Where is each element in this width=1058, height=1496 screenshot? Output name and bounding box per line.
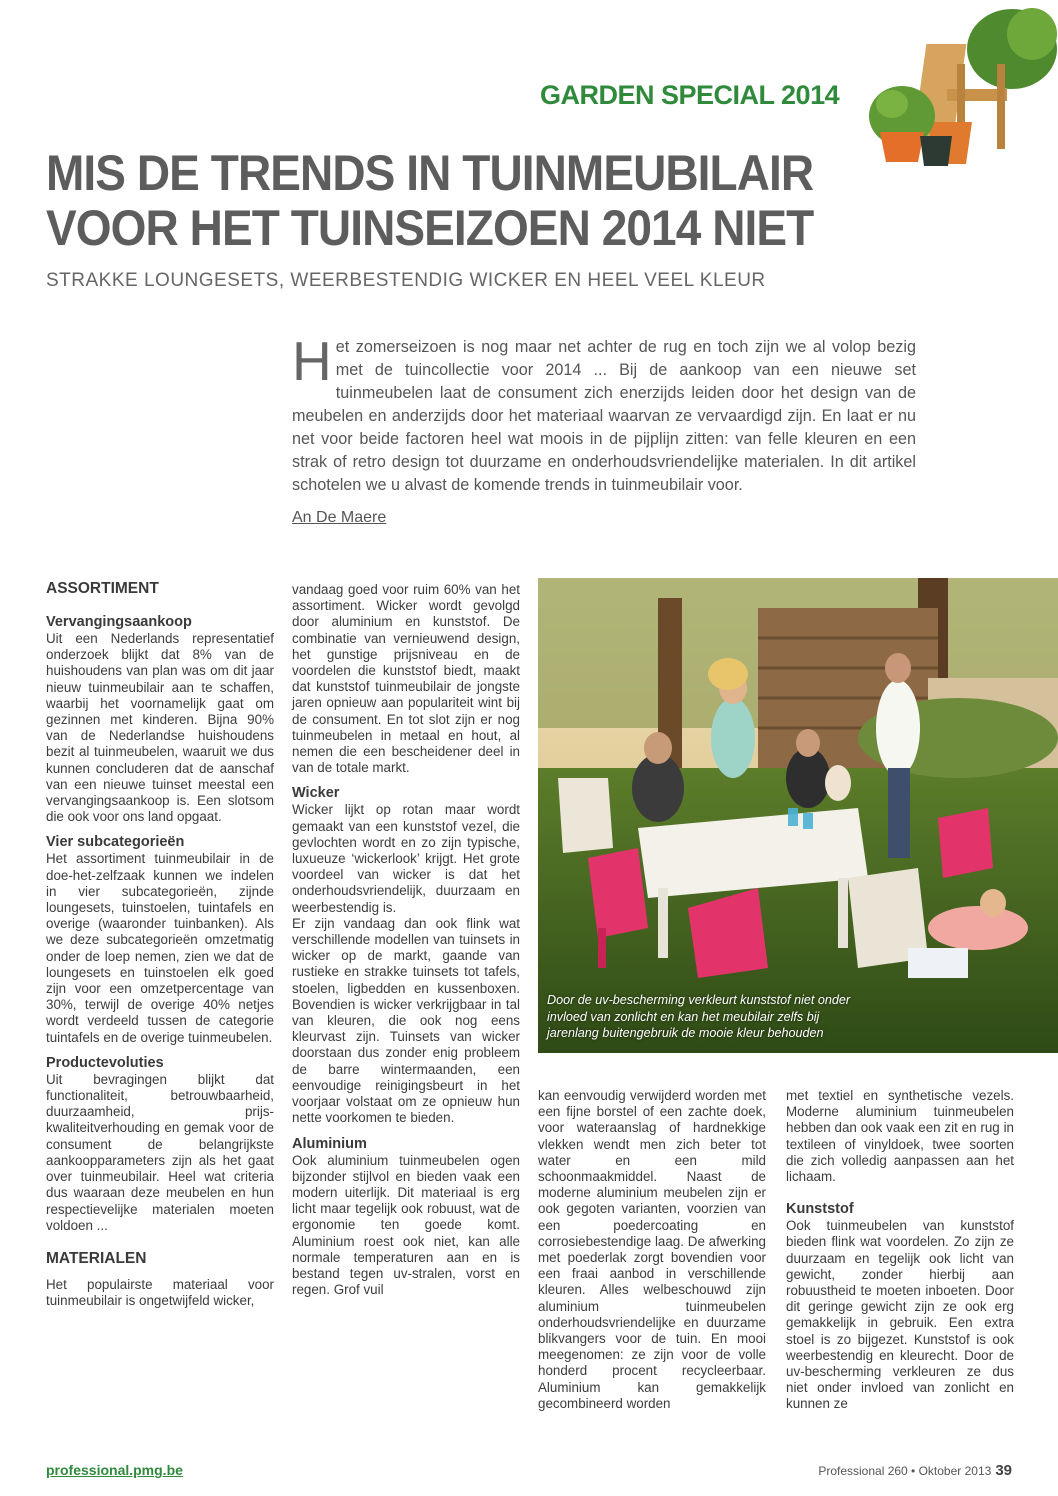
drop-cap: H xyxy=(292,330,332,392)
paragraph-kunststof: Ook tuinmeubelen van kunststof bieden flink wat voordelen. Zo zijn ze duurzaam en tegelijk ook licht van gewicht, zonder hierbij aan robuustheid te moeten inboeten. Door dit geringe gewicht zijn ze ook erg gemakkelijk in gebruik. Een extra stoel is zo bijgezet. Kunststof is ook weerbestendig en kleurecht. Door de uv-bescherming verkleuren ze dus niet onder invloed van zonlicht en kunnen ze xyxy=(786,1218,1014,1412)
subheading-wicker: Wicker xyxy=(292,785,340,802)
subheading-kunststof: Kunststof xyxy=(786,1201,854,1218)
section-title-assortiment: ASSORTIMENT xyxy=(46,580,159,597)
paragraph-productevoluties: Uit bevragingen blijkt dat functionaliteit, betrouwbaarheid, duurzaamheid, prijs-kwaliteitverhouding en gemak voor de consument de belangrijkste aankoopparameters zijn als het gaat over tuinmeubilair. Heel wat criteria dus waaraan deze meubelen en hun respectievelijke materialen moeten voldoen ... xyxy=(46,1071,274,1233)
page-number: 39 xyxy=(995,1462,1012,1479)
page-footer xyxy=(790,1462,1012,1479)
headline-line-2: VOOR HET TUINSEIZOEN 2014 NIET xyxy=(46,200,814,256)
subheading-vervangingsaankoop: Vervangingsaankoop xyxy=(46,614,192,630)
subheading-productevoluties: Productevoluties xyxy=(46,1054,164,1071)
paragraph-materialen-cont: vandaag goed voor ruim 60% van het assortiment. Wicker wordt gevolgd door aluminium en kunststof. De combinatie van vernieuwend design, het gunstige prijsniveau en de voordelen die kunststof biedt, maakt dat kunststof tuinmeubilair de jongste jaren opnieuw aan populariteit wint bij de consument. En tot slot zijn er nog tuinmeubelen in metaal en hout, al nemen die een bescheidener deel in van de totale markt. xyxy=(292,582,520,776)
paragraph-vier-subcategorieen: Het assortiment tuinmeubilair in de doe-het-zelfzaak kunnen we indelen in vier subcategorieën, zijnde loungesets, tuinstoelen, tuintafels en overige (waaronder tuinbanken). Als we deze subcategorieën omzetmatig onder de loep nemen, zien we dat de loungesets en tuinstoelen elk goed zijn voor een omzetpercentage van 30%, terwijl de overige 40% netjes wordt verdeeld tussen de categorie tuintafels en de overige tuinmeubelen. xyxy=(46,851,274,1045)
photo-caption: Door de uv-bescherming verkleurt kunststof niet onder invloed van zonlicht en kan het meubilair zelfs bij jarenlang buitengebruik de mooie kleur behouden xyxy=(547,993,851,1040)
paragraph-materialen: Het populairste materiaal voor tuinmeubilair is ongetwijfeld wicker, xyxy=(46,1276,274,1309)
garden-party-photo xyxy=(538,578,1058,1053)
paragraph-wicker-1: Wicker lijkt op rotan maar wordt gemaakt van een kunststof vezel, die gevlochten wordt en zo zijn typische, luxueuze ‘wickerlook’ krijgt. Het grote voordeel van wicker is dat het onderhoudsvriendelijk, duurzaam en weerbestendig is. xyxy=(292,802,520,915)
paragraph-aluminium-cont: kan eenvoudig verwijderd worden met een fijne borstel of een zachte doek, voor wateraanslag of hardnekkige vlekken wendt men zich beter tot water en een mild schoonmaakmiddel. Naast de moderne aluminium meubelen zijn er ook gegoten varianten, voorzien van een poedercoating en corrosiebestendige laag. De afwerking met poederlak zorgt bovendien voor een fraai aanbod in verschillende kleuren. Alles welbeschouwd zijn aluminium tuinmeubelen onderhoudsvriendelijke en duurzame blikvangers voor de tuin. En mooi meegenomen: ze zijn voor de volle honderd procent recycleerbaar. Aluminium kan gemakkelijk gecombineerd worden xyxy=(538,1088,766,1411)
section-title-materialen: MATERIALEN xyxy=(46,1249,147,1267)
article-column-3 xyxy=(538,1088,766,1412)
intro-paragraph xyxy=(292,330,916,497)
headline-line-1: MIS DE TRENDS IN TUINMEUBILAIR xyxy=(46,145,814,201)
paragraph-aluminium: Ook aluminium tuinmeubelen ogen bijzonder stijlvol en bieden vaak een modern uiterlijk. Dit materiaal is erg licht maar tegelijk ook robuust, wat de ergonomie ten goede komt. Aluminium roest ook niet, kan alle normale temperaturen aan en is bestand tegen uv-stralen, vorst en regen. Grof vuil xyxy=(292,1152,520,1298)
paragraph-aluminium-end: met textiel en synthetische vezels. Moderne aluminium tuinmeubelen hebben dan ook vaak een zit en rug in textileen of vinyldoek, twee soorten die zich volledig aanpassen aan het lichaam. xyxy=(786,1088,1014,1185)
article-column-1 xyxy=(46,580,274,1309)
paragraph-vervangingsaankoop: Uit een Nederlands representatief onderzoek blijkt dat 8% van de huishoudens van plan was om dit jaar nieuw tuinmeubilair aan te schaffen, waarbij het voornamelijk gaat om gezinnen met kinderen. Bijna 90% van de Nederlandse huishoudens bezit al tuinmeubelen, waaruit we dus kunnen concluderen dat de aanschaf van een nieuwe tuinset meestal een vervangingsaankoop is. Een slotsom die ook voor ons land opgaat. xyxy=(46,631,274,825)
paragraph-wicker-2: Er zijn vandaag dan ook flink wat verschillende modellen van tuinsets in wicker op de markt, gaande van rustieke en strakke tuinsets tot tafels, stoelen, ligbedden en kussenboxen. Bovendien is wicker verkrijgbaar in tal van kleuren, die ook nog eens kleurvast zijn. Tuinsets van wicker doorstaan dus zonder enig probleem de barre wintermaanden, een eenvoudige reinigingsbeurt in het voorjaar volstaat om ze opnieuw hun nette voorkomen te bieden. xyxy=(292,915,520,1126)
headline xyxy=(46,145,814,256)
intro-text: et zomerseizoen is nog maar net achter de rug en toch zijn we al volop bezig met de tuincollectie voor 2014 ... Bij de aankoop van een nieuwe set tuinmeubelen laat de consument zich enerzijds leiden door het design van de meubelen en anderzijds door het materiaal waarvan ze vervaardigd zijn. En laat er nu net voor beide factoren heel wat moois in de pijplijn zitten: van felle kleuren en een strak of retro design tot duurzame en onderhoudsvriendelijke materialen. In dit artikel schotelen we u alvast de komende trends in tuinmeubilair voor. xyxy=(292,338,916,494)
subheadline: STRAKKE LOUNGESETS, WEERBESTENDIG WICKER EN HEEL VEEL KLEUR xyxy=(46,270,766,291)
issue-info: Professional 260 • Oktober 2013 xyxy=(818,1464,992,1478)
subheading-vier-subcategorieen: Vier subcategorieën xyxy=(46,834,185,851)
section-label: GARDEN SPECIAL 2014 xyxy=(540,80,840,110)
garden-furniture-illustration xyxy=(862,4,1058,172)
article-column-4 xyxy=(786,1088,1014,1413)
website-link[interactable]: professional.pmg.be xyxy=(46,1462,183,1478)
subheading-aluminium: Aluminium xyxy=(292,1135,367,1152)
article-column-2 xyxy=(292,582,520,1298)
author-byline: An De Maere xyxy=(292,509,387,526)
